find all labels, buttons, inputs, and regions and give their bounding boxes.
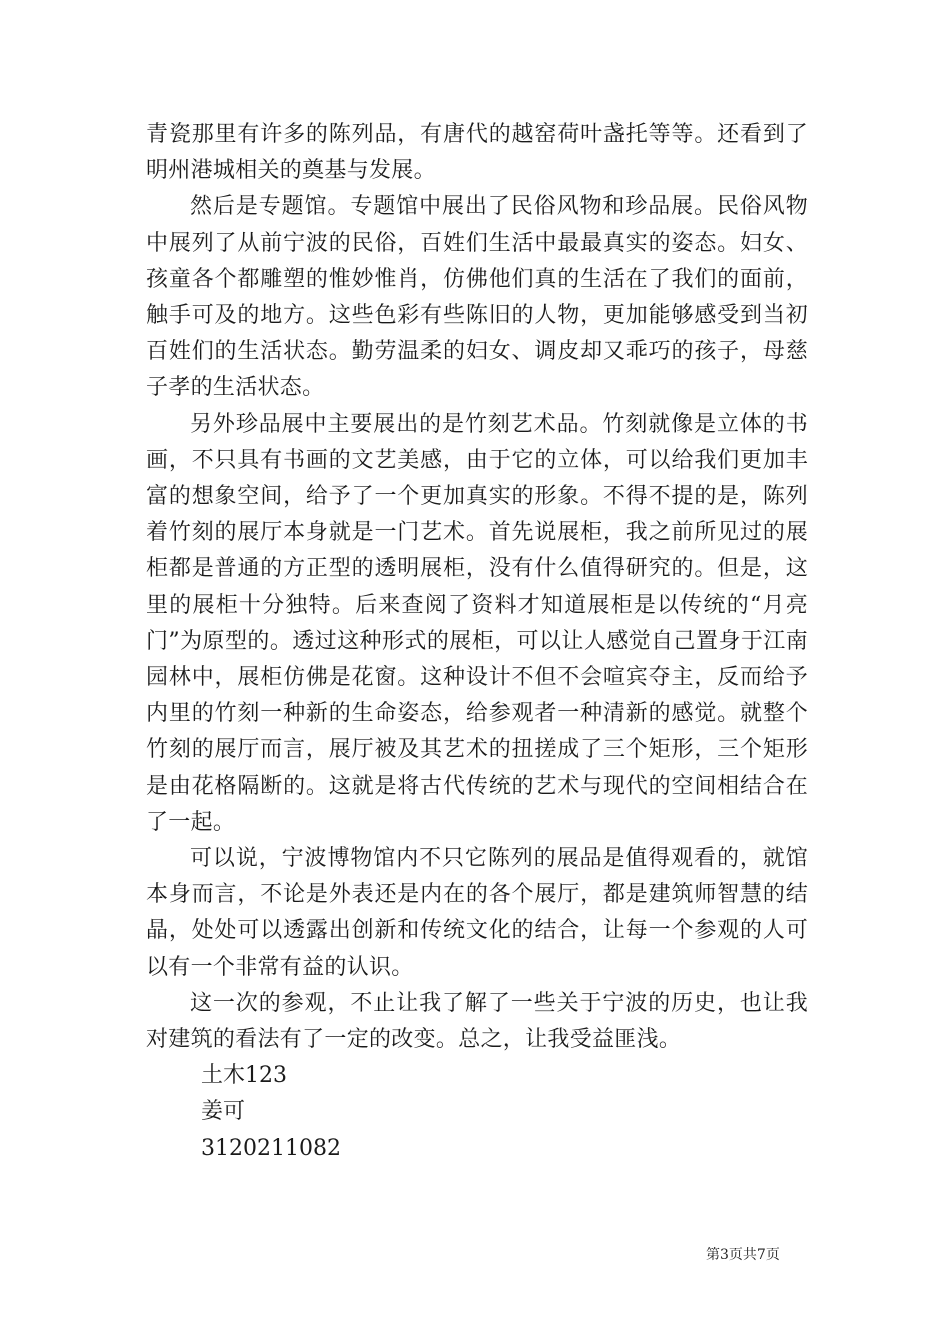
signature-name: 姜可	[201, 1099, 246, 1125]
paragraph-conclusion: 这一次的参观，不止让我了解了一些关于宁波的历史，也让我对建筑的看法有了一定的改变。总之，让我受益匪浅。	[146, 990, 808, 1053]
paragraph-bamboo-carving: 另外珍品展中主要展出的是竹刻艺术品。竹刻就像是立体的书画，不只具有书画的文艺美感，由于它的立体，可以给我们更加丰富的想象空间，给予了一个更加真实的形象。不得不提的是，陈列着竹刻的展厅本身就是一门艺术。首先说展柜，我之前所见过的展柜都是普通的方正型的透明展柜，没有什么值得研究的。但是，这里的展柜十分独特。后来查阅了资料才知道展柜是以传统的“月亮门”为原型的。透过这种形式的展柜，可以让人感觉自己置身于江南园林中，展柜仿佛是花窗。这种设计不但不会喧宾夺主，反而给予内里的竹刻一种新的生命姿态，给参观者一种清新的感觉。就整个竹刻的展厅而言，展厅被及其艺术的扭搓成了三个矩形，三个矩形是由花格隔断的。这就是将古代传统的艺术与现代的空间相结合在了一起。	[146, 411, 808, 835]
signature-student-id: 3120211082	[201, 1135, 341, 1161]
paragraph-continued: 青瓷那里有许多的陈列品，有唐代的越窑荷叶盏托等等。还看到了明州港城相关的奠基与发展。	[146, 122, 808, 184]
paragraph-topic-hall: 然后是专题馆。专题馆中展出了民俗风物和珍品展。民俗风物中展列了从前宁波的民俗，百姓们生活中最最真实的姿态。妇女、孩童各个都雕塑的惟妙惟肖，仿佛他们真的生活在了我们的面前，触手可及的地方。这些色彩有些陈旧的人物，更加能够感受到当初百姓们的生活状态。勤劳温柔的妇女、调皮却又乖巧的孩子，母慈子孝的生活状态。	[146, 194, 808, 401]
signature-class: 土木123	[201, 1063, 287, 1089]
paragraph-summary: 可以说，宁波博物馆内不只它陈列的展品是值得观看的，就馆本身而言，不论是外表还是内在的各个展厅，都是建筑师智慧的结晶，处处可以透露出创新和传统文化的结合，让每一个参观的人可以有一个非常有益的认识。	[146, 846, 808, 980]
page-number: 第3页共7页	[706, 1247, 780, 1263]
document-body	[146, 117, 808, 1167]
